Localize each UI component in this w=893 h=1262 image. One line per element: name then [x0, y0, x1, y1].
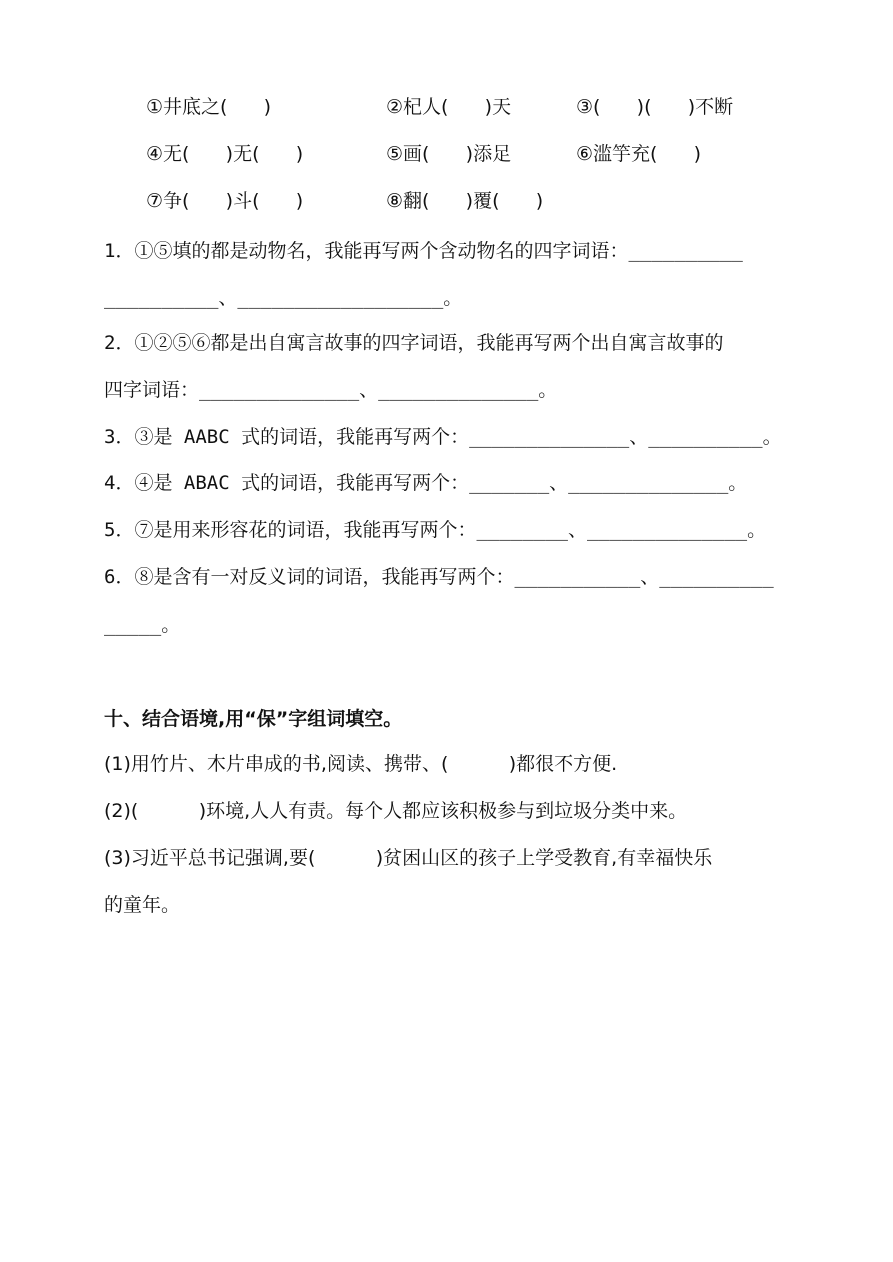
idiom-5: ⑤画( )添足 — [386, 143, 512, 165]
sentence-1: (1)用竹片、木片串成的书,阅读、携带、( )都很不方便. — [104, 753, 618, 775]
question-6-line-1: 6．⑧是含有一对反义词的词语，我能再写两个：___________、__________ — [104, 566, 774, 588]
question-1-line-1: 1．①⑤填的都是动物名，我能再写两个含动物名的四字词语：__________ — [104, 240, 743, 262]
idiom-2: ②杞人( )天 — [386, 96, 512, 118]
section-10-title: 十、结合语境,用“保”字组词填空。 — [104, 708, 403, 730]
idiom-7: ⑦争( )斗( ) — [146, 190, 304, 212]
idiom-6: ⑥滥竽充( ) — [576, 143, 702, 165]
sentence-3-line-2: 的童年。 — [104, 894, 181, 916]
question-6-line-2: _____。 — [104, 614, 181, 636]
idiom-8: ⑧翻( )覆( ) — [386, 190, 544, 212]
sentence-3-line-1: (3)习近平总书记强调,要( )贫困山区的孩子上学受教育,有幸福快乐 — [104, 847, 713, 869]
question-2-line-2: 四字词语：______________、______________。 — [104, 379, 558, 401]
idiom-1: ①井底之( ) — [146, 96, 272, 118]
idiom-4: ④无( )无( ) — [146, 143, 304, 165]
question-1-line-2: __________、__________________。 — [104, 287, 463, 309]
question-2-line-1: 2．①②⑤⑥都是出自寓言故事的四字词语，我能再写两个出自寓言故事的 — [104, 332, 724, 354]
sentence-2: (2)( )环境,人人有责。每个人都应该积极参与到垃圾分类中来。 — [104, 800, 688, 822]
question-3: 3．③是 AABC 式的词语，我能再写两个：______________、__________。 — [104, 426, 782, 448]
idiom-3: ③( )( )不断 — [576, 96, 734, 118]
question-4: 4．④是 ABAC 式的词语，我能再写两个：_______、______________。 — [104, 472, 748, 494]
question-5: 5．⑦是用来形容花的词语，我能再写两个：________、______________。 — [104, 519, 767, 541]
